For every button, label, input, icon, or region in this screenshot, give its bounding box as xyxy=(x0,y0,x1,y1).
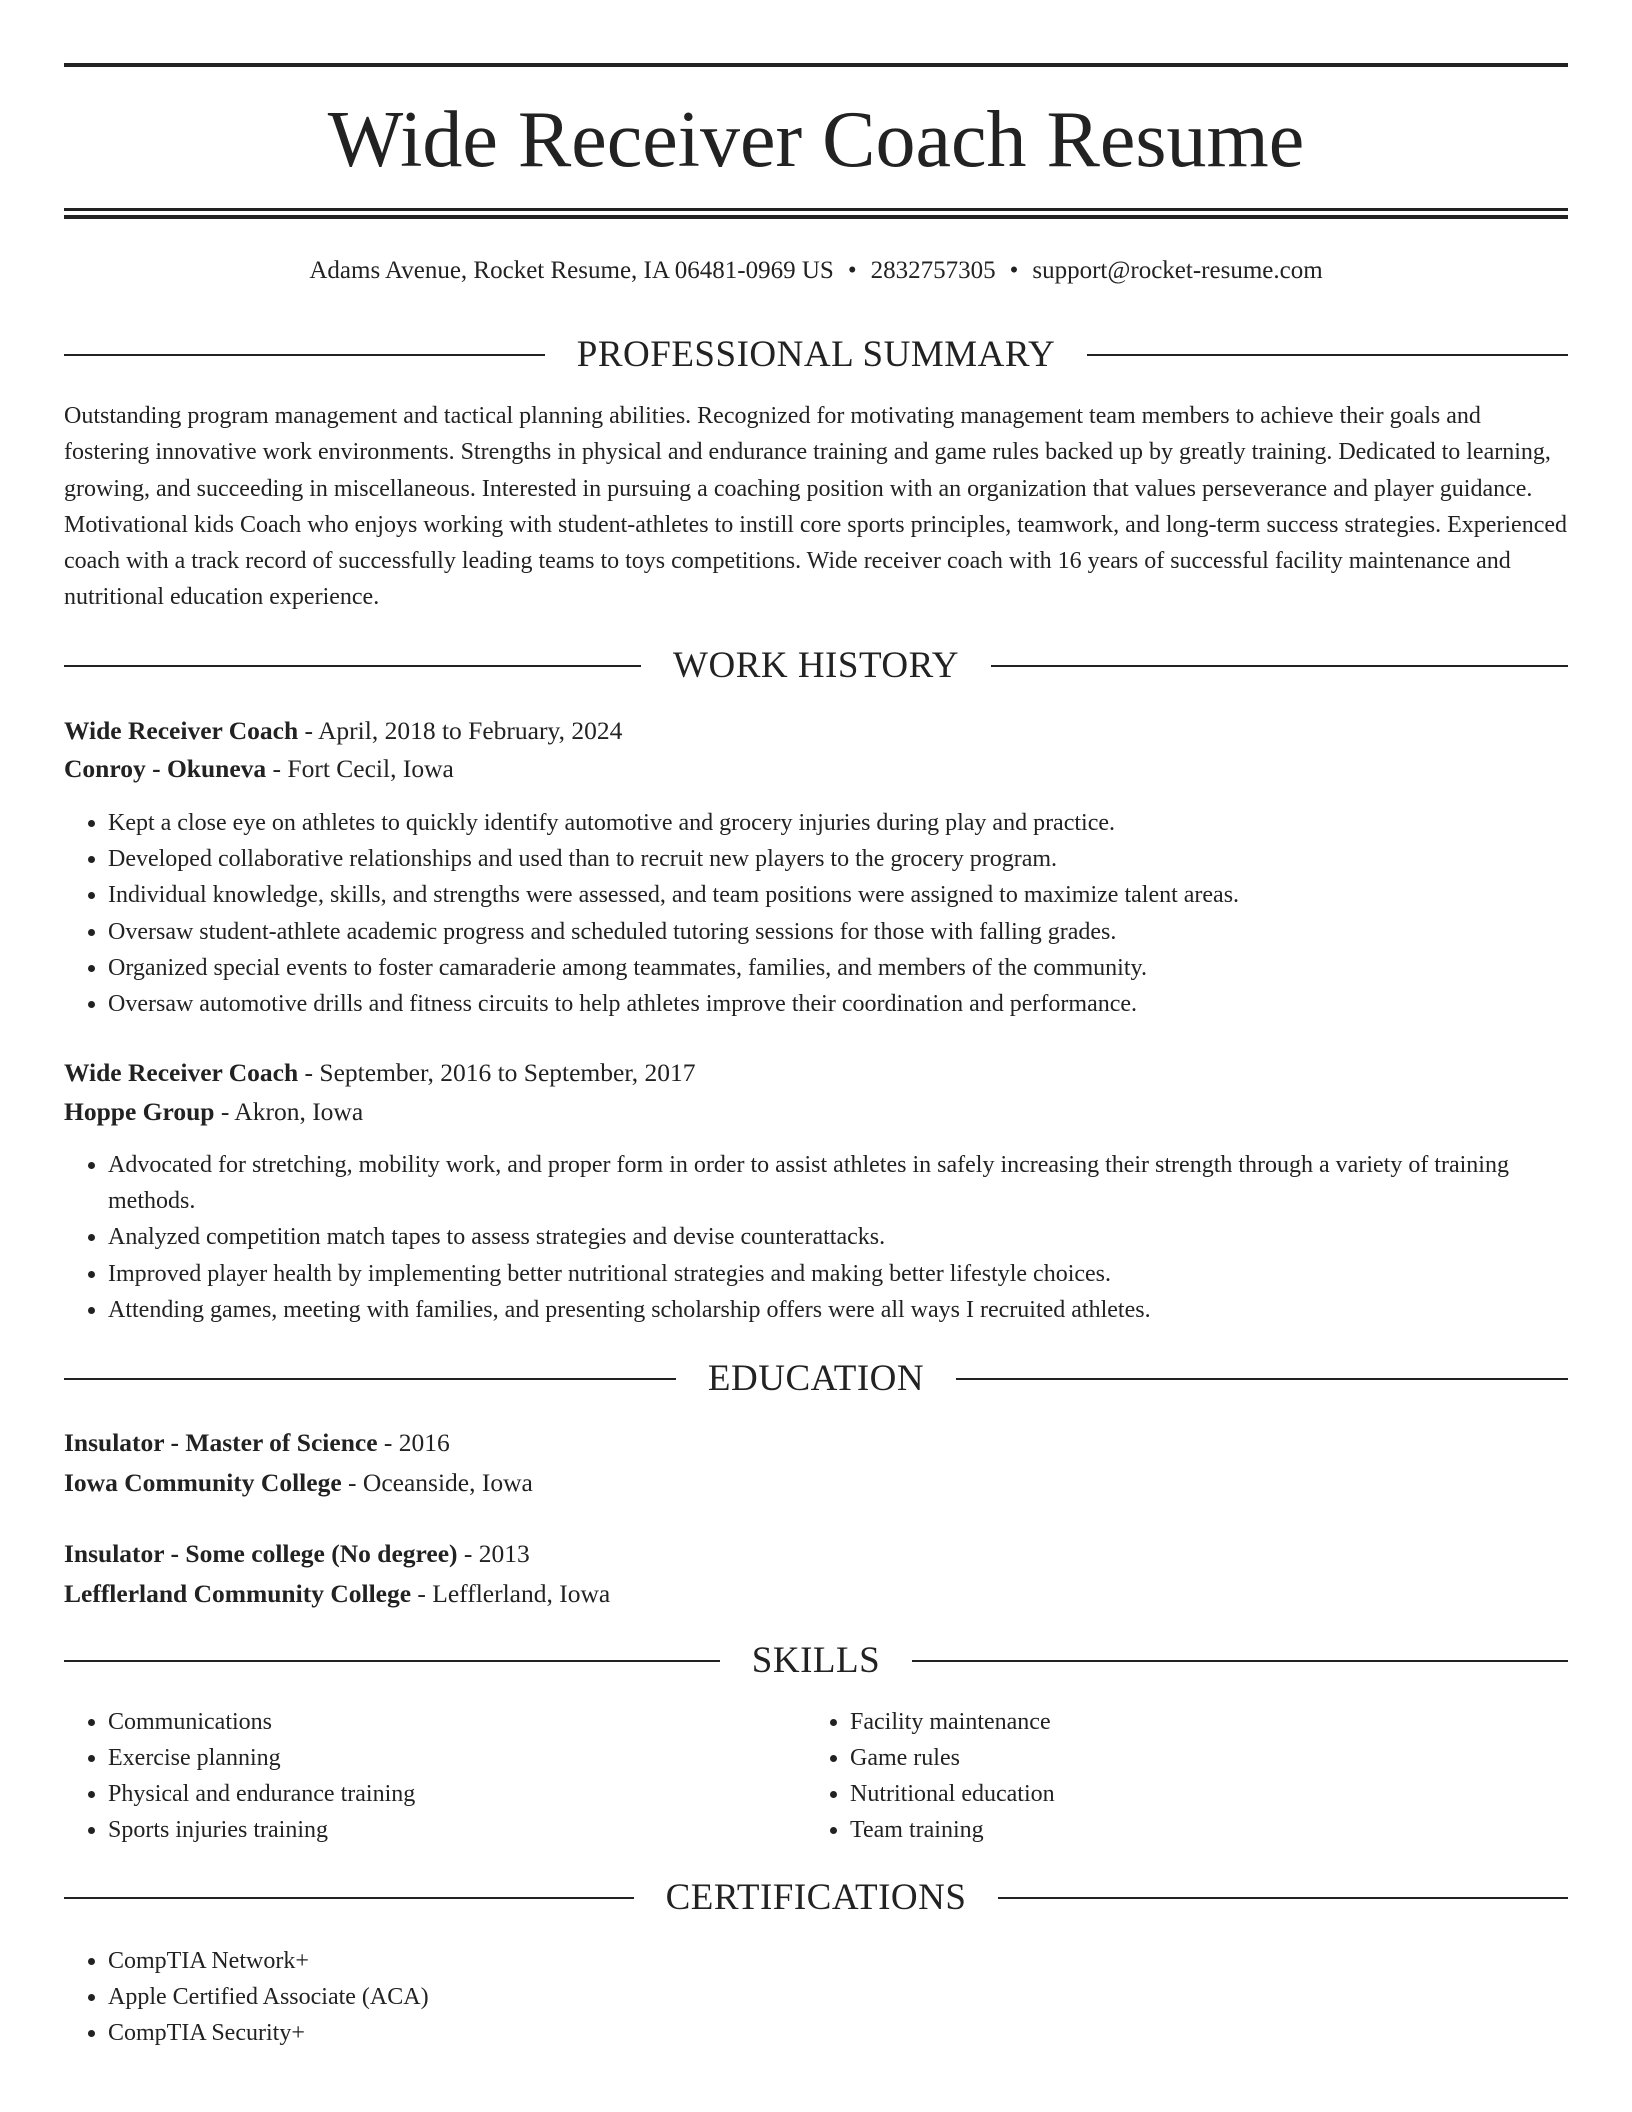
skills-list-left xyxy=(64,1704,808,1848)
education-school: Iowa Community College xyxy=(64,1468,342,1497)
list-item: • Improved player health by implementing better nutritional strategies and making better lifestyle choices. xyxy=(108,1256,1568,1292)
skill-item: • Nutritional education xyxy=(850,1776,1550,1812)
list-item: • Organized special events to foster camaraderie among teammates, families, and members of the community. xyxy=(108,950,1568,986)
list-item: • Oversaw automotive drills and fitness circuits to help athletes improve their coordination and performance. xyxy=(108,986,1568,1022)
top-rule xyxy=(64,63,1568,67)
job-duties-list xyxy=(64,1147,1568,1328)
education-degree: Insulator - Some college (No degree) xyxy=(64,1539,458,1568)
certifications-list xyxy=(64,1943,1568,2052)
skill-item: • Sports injuries training xyxy=(108,1812,808,1848)
section-title: WORK HISTORY xyxy=(673,645,959,686)
list-item: • Advocated for stretching, mobility work, and proper form in order to assist athletes in safely increasing their strength through a variety of training methods. xyxy=(108,1147,1568,1219)
section-heading-skills xyxy=(64,1637,1568,1685)
job-employer: Conroy - Okuneva xyxy=(64,754,267,783)
list-item: • Oversaw student-athlete academic progress and scheduled tutoring sessions for those with falling grades. xyxy=(108,914,1568,950)
education-year: - 2016 xyxy=(377,1428,450,1457)
job-role: Wide Receiver Coach xyxy=(64,716,299,745)
heading-rule xyxy=(956,1378,1568,1380)
contact-address: Adams Avenue, Rocket Resume, IA 06481-0969 US xyxy=(309,257,834,284)
heading-rule xyxy=(64,1378,676,1380)
education-location: - Oceanside, Iowa xyxy=(341,1468,533,1497)
job-employer-line xyxy=(64,750,1568,788)
skill-item: • Facility maintenance xyxy=(850,1704,1550,1740)
education-year: - 2013 xyxy=(457,1539,530,1568)
section-heading-education xyxy=(64,1355,1568,1403)
list-item: • Developed collaborative relationships and used than to recruit new players to the grocery program. xyxy=(108,841,1568,877)
skill-item: • Exercise planning xyxy=(108,1740,808,1776)
section-title: SKILLS xyxy=(751,1640,881,1681)
skill-item: • Team training xyxy=(850,1812,1550,1848)
job-employer-line xyxy=(64,1093,1568,1131)
summary-text: Outstanding program management and tactical planning abilities. Recognized for motivating management team members to achieve their goals and fostering innovative work environments. Strengths in physical and endurance training and game rules backed up by greatly training. Dedicated to learning, growing, and succeeding in miscellaneous. Interested in pursuing a coaching position with an organization that values perseverance and player guidance. Motivational kids Coach who enjoys working with student-athletes to instill core sports principles, teamwork, and long-term success strategies. Experienced coach with a track record of successfully leading teams to toys competitions. Wide receiver coach with 16 years of successful facility maintenance and nutritional education experience. xyxy=(64,403,1567,611)
heading-rule xyxy=(64,665,641,667)
certification-item: • Apple Certified Associate (ACA) xyxy=(108,1979,1568,2015)
certification-item: • CompTIA Security+ xyxy=(108,2015,1568,2051)
contact-phone: 2832757305 xyxy=(870,257,996,284)
job-employer: Hoppe Group xyxy=(64,1097,215,1126)
section-heading-summary xyxy=(64,331,1568,379)
contact-line xyxy=(64,253,1568,289)
education-school-line xyxy=(64,1575,1568,1613)
heading-rule xyxy=(1087,354,1568,356)
job-dates: - April, 2018 to February, 2024 xyxy=(298,716,623,745)
job-location: - Fort Cecil, Iowa xyxy=(266,754,454,783)
education-school: Lefflerland Community College xyxy=(64,1579,412,1608)
certification-item: • CompTIA Network+ xyxy=(108,1943,1568,1979)
contact-separator: • xyxy=(847,257,857,284)
heading-rule xyxy=(64,1660,720,1662)
list-item: • Individual knowledge, skills, and strengths were assessed, and team positions were assigned to maximize talent areas. xyxy=(108,877,1568,913)
education-location: - Lefflerland, Iowa xyxy=(411,1579,611,1608)
section-title: EDUCATION xyxy=(707,1358,925,1399)
section-heading-certifications xyxy=(64,1874,1568,1922)
job-role: Wide Receiver Coach xyxy=(64,1058,299,1087)
skill-item: • Physical and endurance training xyxy=(108,1776,808,1812)
job-duties-list xyxy=(64,805,1568,1022)
job-location: - Akron, Iowa xyxy=(214,1097,364,1126)
skills-list-right xyxy=(806,1704,1550,1848)
list-item: • Kept a close eye on athletes to quickly identify automotive and grocery injuries during play and practice. xyxy=(108,805,1568,841)
heading-rule xyxy=(64,354,545,356)
contact-separator: • xyxy=(1009,257,1019,284)
skill-item: • Communications xyxy=(108,1704,808,1740)
section-title: CERTIFICATIONS xyxy=(665,1877,967,1918)
list-item: • Analyzed competition match tapes to assess strategies and devise counterattacks. xyxy=(108,1219,1568,1255)
education-degree-line xyxy=(64,1535,1568,1573)
job-dates: - September, 2016 to September, 2017 xyxy=(298,1058,696,1087)
section-title: PROFESSIONAL SUMMARY xyxy=(576,334,1056,375)
job-title-line xyxy=(64,712,1568,750)
title-rule-upper xyxy=(64,208,1568,211)
heading-rule xyxy=(64,1897,634,1899)
education-degree: Insulator - Master of Science xyxy=(64,1428,378,1457)
skill-item: • Game rules xyxy=(850,1740,1550,1776)
heading-rule xyxy=(912,1660,1568,1662)
heading-rule xyxy=(998,1897,1568,1899)
list-item: • Attending games, meeting with families, and presenting scholarship offers were all ways I recruited athletes. xyxy=(108,1292,1568,1328)
job-title-line xyxy=(64,1054,1568,1092)
education-degree-line xyxy=(64,1424,1568,1462)
section-heading-work xyxy=(64,642,1568,690)
contact-email: support@rocket-resume.com xyxy=(1032,257,1323,284)
education-school-line xyxy=(64,1464,1568,1502)
page-title: Wide Receiver Coach Resume xyxy=(327,96,1305,184)
heading-rule xyxy=(991,665,1568,667)
title-rule-lower xyxy=(64,215,1568,219)
